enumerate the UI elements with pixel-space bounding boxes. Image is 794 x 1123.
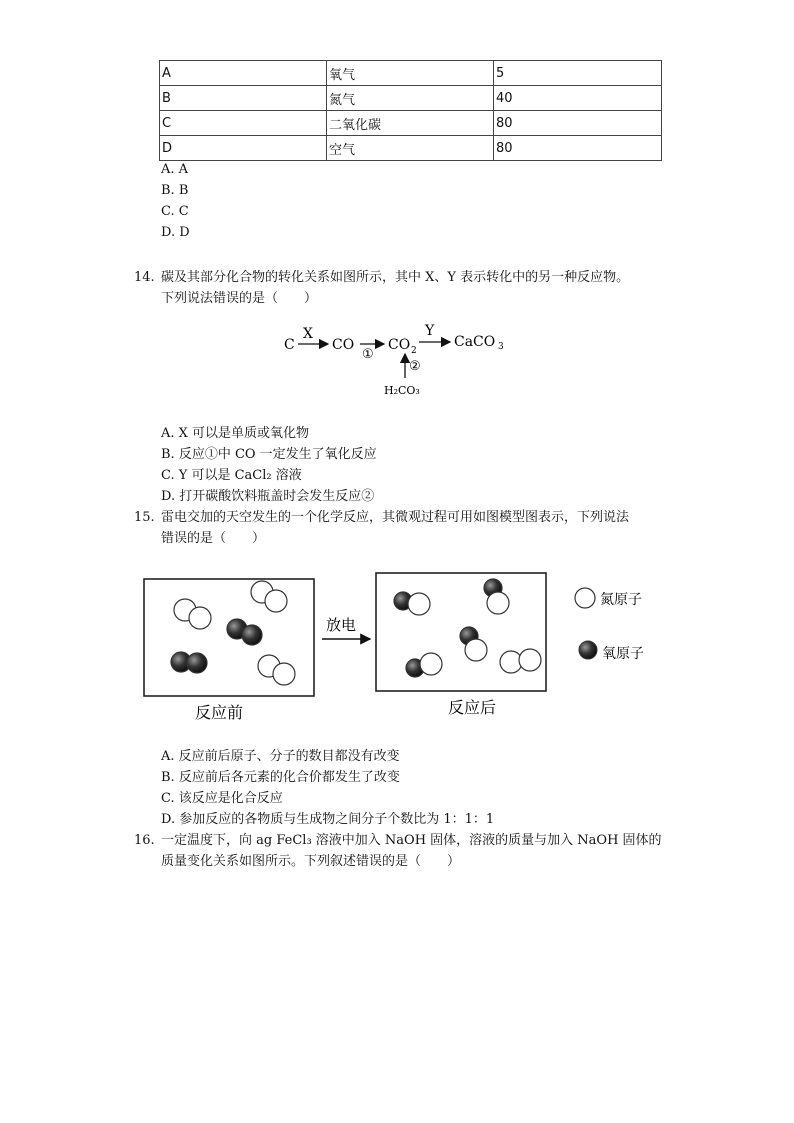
table-row [160, 111, 662, 136]
q15-option-c: C. 该反应是化合反应 [161, 791, 283, 806]
co2-subscript: 2 [411, 346, 417, 356]
nitrogen-atom [465, 639, 487, 661]
table-cell: A [160, 61, 327, 86]
arrow-label-discharge: 放电 [326, 616, 357, 634]
nitrogen-atom [519, 649, 541, 671]
h2co3-label: H₂CO₃ [384, 384, 420, 397]
q15-option-b: B. 反应前后各元素的化合价都发生了改变 [161, 770, 400, 785]
nitrogen-atom [487, 592, 509, 614]
q14-option-c: C. Y 可以是 CaCl₂ 溶液 [161, 468, 302, 483]
table-cell: C [160, 111, 327, 136]
nitrogen-atom [408, 593, 430, 615]
table-cell: 氮气 [327, 86, 494, 111]
q13-option-c: C. C [161, 204, 189, 219]
table-row [160, 136, 662, 161]
table-cell: 40 [494, 86, 662, 111]
q16-number: 16. [134, 833, 155, 848]
table-cell: D [160, 136, 327, 161]
legend-oxygen-atom [579, 641, 597, 659]
reaction-2-label: ② [409, 359, 421, 374]
table-cell: B [160, 86, 327, 111]
caco3-label: CaCO [454, 334, 496, 350]
q13-option-a: A. A [161, 162, 189, 177]
q15-option-a: A. 反应前后原子、分子的数目都没有改变 [161, 749, 400, 764]
before-label: 反应前 [195, 703, 244, 722]
q16-stem-line1: 一定温度下，向 ag FeCl₃ 溶液中加入 NaOH 固体，溶液的质量与加入 NaOH 固体的 [161, 833, 662, 848]
table-cell: 80 [494, 111, 662, 136]
gas-table [159, 60, 662, 161]
reaction-1-label: ① [362, 347, 374, 362]
q14-option-b: B. 反应①中 CO 一定发生了氧化反应 [161, 447, 377, 462]
table-cell: 80 [494, 136, 662, 161]
nitrogen-atom [273, 663, 295, 685]
q15-number: 15. [134, 510, 155, 525]
table-cell: 5 [494, 61, 662, 86]
table-row [160, 61, 662, 86]
q13-option-b: B. B [161, 183, 189, 198]
y-label: Y [425, 323, 435, 339]
legend-oxygen-label: 氧原子 [602, 646, 644, 662]
q14-stem-line2: 下列说法错误的是（ ） [161, 291, 318, 306]
nitrogen-atom [420, 653, 442, 675]
oxygen-atom [242, 625, 262, 645]
carbon-conversion-diagram [270, 318, 530, 400]
table-cell: 氧气 [327, 61, 494, 86]
reaction-model-diagram [140, 568, 670, 723]
q15-stem-line1: 雷电交加的天空发生的一个化学反应，其微观过程可用如图模型图表示，下列说法 [161, 510, 630, 525]
nitrogen-atom [189, 607, 211, 629]
q16-stem-line2: 质量变化关系如图所示。下列叙述错误的是（ ） [161, 854, 461, 869]
table-cell: 空气 [327, 136, 494, 161]
q14-number: 14. [134, 270, 155, 285]
q14-option-a: A. X 可以是单质或氧化物 [161, 426, 310, 441]
co2-label: CO [388, 337, 411, 353]
legend-nitrogen-atom [575, 588, 595, 608]
q15-option-d: D. 参加反应的各物质与生成物之间分子个数比为 1：1：1 [161, 812, 495, 827]
after-label: 反应后 [448, 698, 497, 717]
legend-nitrogen-label: 氮原子 [600, 592, 642, 608]
q14-option-d: D. 打开碳酸饮料瓶盖时会发生反应② [161, 489, 375, 504]
x-label: X [303, 326, 313, 342]
q13-option-d: D. D [161, 225, 190, 240]
c-label: C [284, 337, 295, 353]
co-label: CO [332, 337, 355, 353]
table-cell: 二氧化碳 [327, 111, 494, 136]
nitrogen-atom [265, 590, 287, 612]
q14-stem-line1: 碳及其部分化合物的转化关系如图所示，其中 X、Y 表示转化中的另一种反应物。 [161, 270, 630, 285]
table-row [160, 86, 662, 111]
q15-stem-line2: 错误的是（ ） [161, 531, 266, 546]
oxygen-atom [187, 653, 207, 673]
caco3-subscript: 3 [498, 342, 504, 352]
